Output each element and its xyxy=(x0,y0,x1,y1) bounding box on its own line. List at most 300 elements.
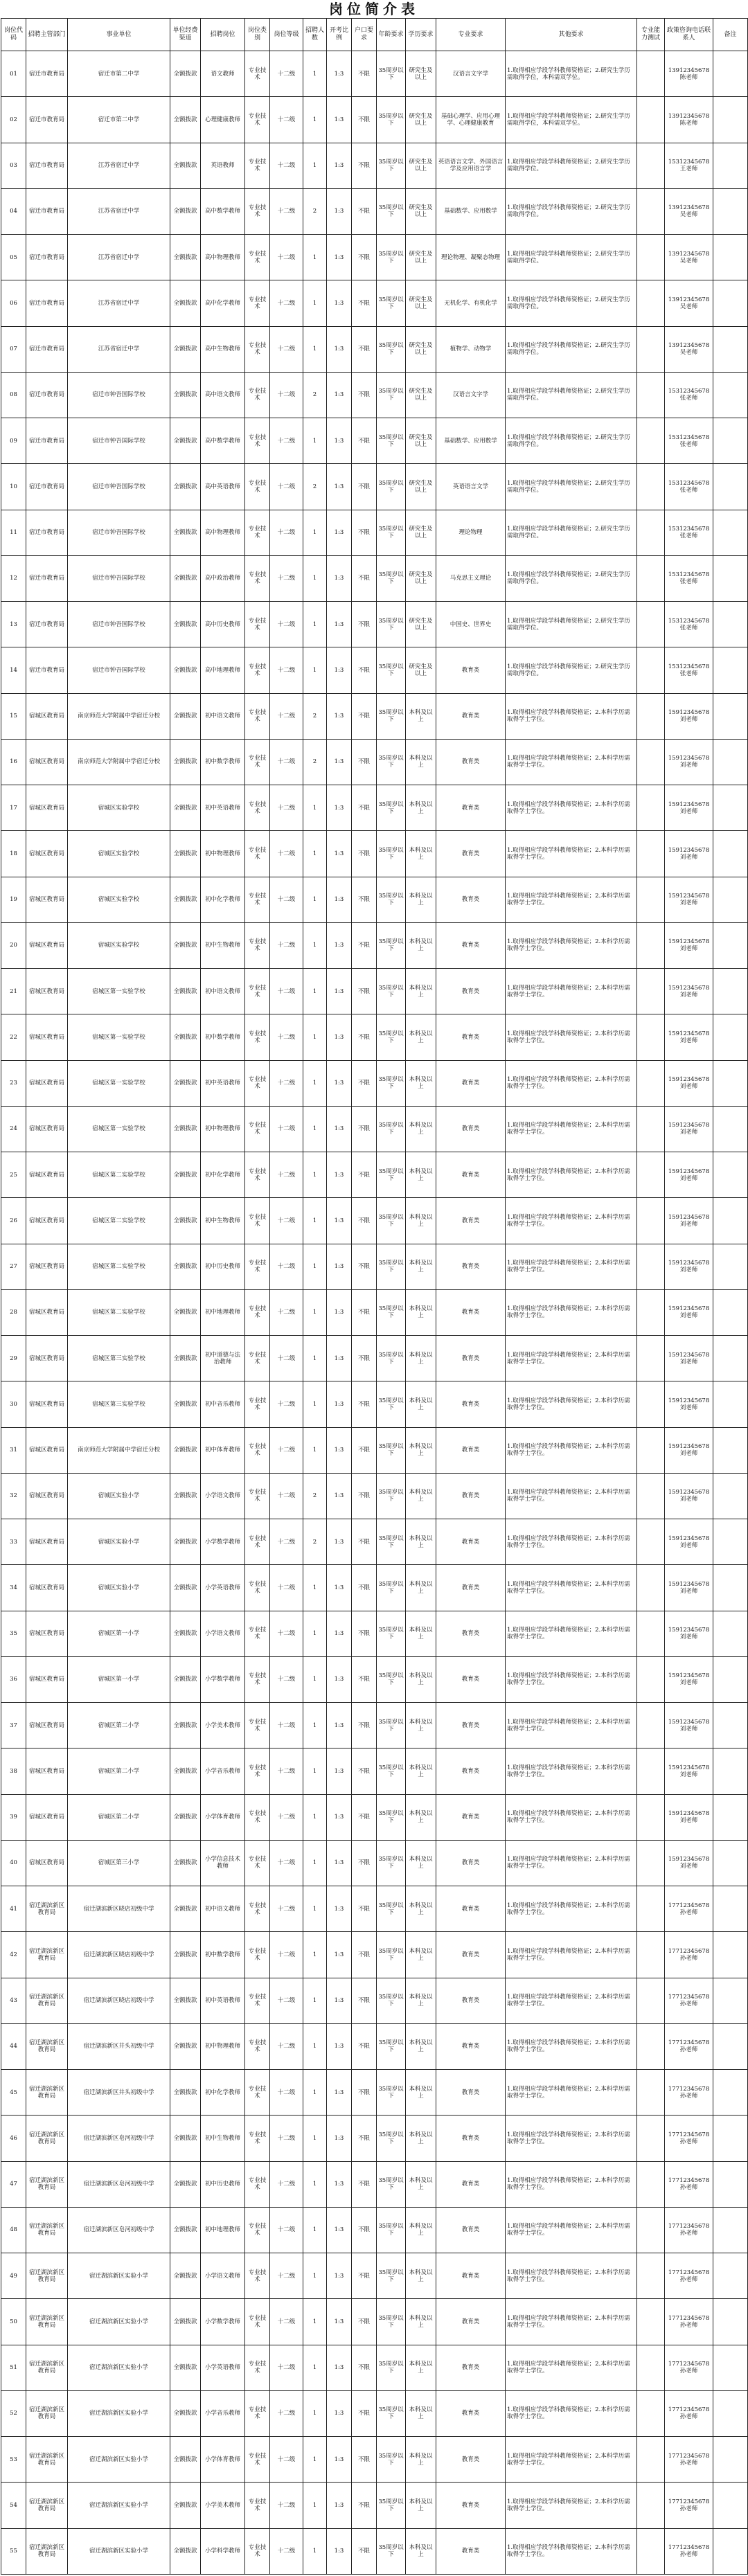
cell-major: 教育类 xyxy=(436,2483,506,2528)
cell-education: 本科及以上 xyxy=(406,1978,436,2023)
cell-other-requirements: 1.取得相应学段学科教师资格证；2.本科学历需取得学士学位。 xyxy=(506,1932,637,1978)
cell-other-requirements: 1.取得相应学段学科教师资格证；2.本科学历需取得学士学位。 xyxy=(506,1886,637,1932)
cell-count: 1 xyxy=(303,1840,327,1886)
cell-education: 本科及以上 xyxy=(406,1611,436,1656)
cell-contact: 17712345678孙老师 xyxy=(665,2437,713,2483)
table-row xyxy=(1,555,748,601)
cell-note xyxy=(713,1060,748,1106)
cell-level: 十二级 xyxy=(270,97,303,143)
cell-count: 1 xyxy=(303,1198,327,1244)
cell-unit: 宿迁湖滨新区实验小学 xyxy=(68,2253,170,2299)
cell-unit: 宿城区第一小学 xyxy=(68,1611,170,1656)
cell-category: 专业技术 xyxy=(245,1152,270,1198)
cell-category: 专业技术 xyxy=(245,2116,270,2161)
cell-hukou: 不限 xyxy=(352,1748,377,1794)
cell-major: 教育类 xyxy=(436,1703,506,1748)
cell-major: 教育类 xyxy=(436,1381,506,1427)
cell-post: 初中物理教师 xyxy=(201,1106,245,1152)
cell-education: 研究生及以上 xyxy=(406,97,436,143)
cell-hukou: 不限 xyxy=(352,97,377,143)
cell-other-requirements: 1.取得相应学段学科教师资格证；2.本科学历需取得学士学位。 xyxy=(506,1840,637,1886)
cell-contact: 15312345678张老师 xyxy=(665,418,713,464)
cell-test xyxy=(637,2116,665,2161)
cell-note xyxy=(713,97,748,143)
table-row xyxy=(1,1748,748,1794)
cell-major: 教育类 xyxy=(436,831,506,877)
cell-count: 1 xyxy=(303,969,327,1014)
cell-education: 本科及以上 xyxy=(406,1565,436,1611)
table-row xyxy=(1,1427,748,1473)
cell-ratio: 1:3 xyxy=(327,1794,352,1840)
column-header: 岗位类别 xyxy=(245,19,270,51)
cell-count: 1 xyxy=(303,555,327,601)
cell-funding: 全额拨款 xyxy=(170,1748,201,1794)
table-row xyxy=(1,510,748,555)
cell-department: 宿迁湖滨新区教育局 xyxy=(26,2253,68,2299)
cell-hukou: 不限 xyxy=(352,1656,377,1702)
cell-department: 宿城区教育局 xyxy=(26,1794,68,1840)
cell-ratio: 1:3 xyxy=(327,1565,352,1611)
table-row xyxy=(1,1565,748,1611)
cell-note xyxy=(713,2390,748,2436)
cell-post-code: 25 xyxy=(1,1152,26,1198)
cell-funding: 全额拨款 xyxy=(170,188,201,234)
cell-department: 宿城区教育局 xyxy=(26,1519,68,1565)
cell-post: 小学语文教师 xyxy=(201,1611,245,1656)
cell-post-code: 51 xyxy=(1,2345,26,2390)
cell-other-requirements: 1.取得相应学段学科教师资格证；2.本科学历需取得学士学位。 xyxy=(506,1565,637,1611)
cell-age: 35周岁以下 xyxy=(377,1106,406,1152)
cell-contact: 15312345678张老师 xyxy=(665,555,713,601)
cell-unit: 宿城区实验学校 xyxy=(68,922,170,968)
cell-post-code: 31 xyxy=(1,1427,26,1473)
cell-education: 本科及以上 xyxy=(406,922,436,968)
cell-count: 2 xyxy=(303,739,327,785)
cell-unit: 宿迁湖滨新区实验小学 xyxy=(68,2528,170,2575)
cell-unit: 宿城区第二小学 xyxy=(68,1703,170,1748)
cell-post: 语文教师 xyxy=(201,51,245,97)
cell-test xyxy=(637,2023,665,2069)
cell-note xyxy=(713,739,748,785)
table-row xyxy=(1,969,748,1014)
cell-education: 本科及以上 xyxy=(406,1886,436,1932)
cell-count: 1 xyxy=(303,2023,327,2069)
cell-major: 中国史、世界史 xyxy=(436,602,506,647)
cell-category: 专业技术 xyxy=(245,1244,270,1289)
cell-department: 宿迁市教育局 xyxy=(26,188,68,234)
cell-age: 35周岁以下 xyxy=(377,1565,406,1611)
cell-department: 宿城区教育局 xyxy=(26,1703,68,1748)
cell-unit: 宿城区第一实验学校 xyxy=(68,1106,170,1152)
cell-post-code: 16 xyxy=(1,739,26,785)
cell-ratio: 1:3 xyxy=(327,464,352,510)
cell-post: 小学体育教师 xyxy=(201,1794,245,1840)
cell-department: 宿城区教育局 xyxy=(26,1656,68,1702)
cell-age: 35周岁以下 xyxy=(377,188,406,234)
cell-education: 研究生及以上 xyxy=(406,510,436,555)
cell-ratio: 1:3 xyxy=(327,739,352,785)
cell-department: 宿城区教育局 xyxy=(26,877,68,922)
cell-contact: 17712345678孙老师 xyxy=(665,2483,713,2528)
cell-post-code: 29 xyxy=(1,1336,26,1381)
cell-note xyxy=(713,1840,748,1886)
cell-contact: 17712345678孙老师 xyxy=(665,2207,713,2253)
cell-hukou: 不限 xyxy=(352,1932,377,1978)
cell-funding: 全额拨款 xyxy=(170,1978,201,2023)
cell-post: 小学信息技术教师 xyxy=(201,1840,245,1886)
cell-education: 本科及以上 xyxy=(406,1794,436,1840)
cell-post: 小学科学教师 xyxy=(201,2528,245,2575)
header-row xyxy=(1,19,748,51)
cell-age: 35周岁以下 xyxy=(377,2207,406,2253)
cell-level: 十二级 xyxy=(270,739,303,785)
cell-post: 初中数学教师 xyxy=(201,1932,245,1978)
cell-count: 2 xyxy=(303,464,327,510)
cell-other-requirements: 1.取得相应学段学科教师资格证；2.本科学历需取得学士学位。 xyxy=(506,969,637,1014)
cell-test xyxy=(637,2437,665,2483)
cell-ratio: 1:3 xyxy=(327,693,352,739)
cell-category: 专业技术 xyxy=(245,785,270,831)
cell-test xyxy=(637,1336,665,1381)
cell-age: 35周岁以下 xyxy=(377,969,406,1014)
cell-other-requirements: 1.取得相应学段学科教师资格证；2.本科学历需取得学士学位。 xyxy=(506,2207,637,2253)
cell-contact: 17712345678孙老师 xyxy=(665,2345,713,2390)
cell-funding: 全额拨款 xyxy=(170,1289,201,1335)
cell-post: 初中体育教师 xyxy=(201,1427,245,1473)
cell-ratio: 1:3 xyxy=(327,235,352,280)
cell-age: 35周岁以下 xyxy=(377,1060,406,1106)
cell-contact: 15912345678刘老师 xyxy=(665,1748,713,1794)
cell-age: 35周岁以下 xyxy=(377,1427,406,1473)
cell-funding: 全额拨款 xyxy=(170,1565,201,1611)
cell-post-code: 03 xyxy=(1,143,26,188)
column-header: 其他要求 xyxy=(506,19,637,51)
cell-age: 35周岁以下 xyxy=(377,1519,406,1565)
cell-major: 教育类 xyxy=(436,1748,506,1794)
cell-level: 十二级 xyxy=(270,1886,303,1932)
cell-contact: 15312345678张老师 xyxy=(665,510,713,555)
cell-ratio: 1:3 xyxy=(327,97,352,143)
cell-age: 35周岁以下 xyxy=(377,280,406,326)
cell-education: 本科及以上 xyxy=(406,2528,436,2575)
cell-contact: 15312345678王老师 xyxy=(665,143,713,188)
cell-level: 十二级 xyxy=(270,1152,303,1198)
cell-level: 十二级 xyxy=(270,1381,303,1427)
cell-count: 1 xyxy=(303,602,327,647)
column-header: 招聘人数 xyxy=(303,19,327,51)
cell-education: 研究生及以上 xyxy=(406,235,436,280)
cell-age: 35周岁以下 xyxy=(377,739,406,785)
cell-category: 专业技术 xyxy=(245,1473,270,1519)
cell-education: 研究生及以上 xyxy=(406,555,436,601)
cell-department: 宿迁市教育局 xyxy=(26,555,68,601)
table-row xyxy=(1,1336,748,1381)
cell-education: 本科及以上 xyxy=(406,1244,436,1289)
cell-department: 宿迁湖滨新区教育局 xyxy=(26,2207,68,2253)
cell-category: 专业技术 xyxy=(245,1656,270,1702)
cell-post-code: 24 xyxy=(1,1106,26,1152)
cell-ratio: 1:3 xyxy=(327,1978,352,2023)
cell-category: 专业技术 xyxy=(245,1427,270,1473)
cell-hukou: 不限 xyxy=(352,2390,377,2436)
cell-contact: 17712345678孙老师 xyxy=(665,2070,713,2116)
cell-post-code: 10 xyxy=(1,464,26,510)
table-row xyxy=(1,418,748,464)
cell-funding: 全额拨款 xyxy=(170,785,201,831)
cell-ratio: 1:3 xyxy=(327,922,352,968)
table-row xyxy=(1,280,748,326)
cell-contact: 15312345678张老师 xyxy=(665,647,713,693)
cell-category: 专业技术 xyxy=(245,1886,270,1932)
cell-note xyxy=(713,372,748,418)
cell-department: 宿迁市教育局 xyxy=(26,235,68,280)
cell-education: 本科及以上 xyxy=(406,1289,436,1335)
cell-funding: 全额拨款 xyxy=(170,326,201,372)
cell-funding: 全额拨款 xyxy=(170,1427,201,1473)
cell-education: 研究生及以上 xyxy=(406,280,436,326)
cell-other-requirements: 1.取得相应学段学科教师资格证；2.本科学历需取得学士学位。 xyxy=(506,1198,637,1244)
cell-contact: 15912345678刘老师 xyxy=(665,1840,713,1886)
cell-post-code: 50 xyxy=(1,2299,26,2345)
cell-age: 35周岁以下 xyxy=(377,1886,406,1932)
cell-age: 35周岁以下 xyxy=(377,1748,406,1794)
cell-unit: 宿城区第二实验学校 xyxy=(68,1198,170,1244)
cell-post-code: 53 xyxy=(1,2437,26,2483)
cell-test xyxy=(637,969,665,1014)
cell-test xyxy=(637,1152,665,1198)
cell-other-requirements: 1.取得相应学段学科教师资格证；2.本科学历需取得学士学位。 xyxy=(506,922,637,968)
cell-hukou: 不限 xyxy=(352,1244,377,1289)
cell-hukou: 不限 xyxy=(352,2023,377,2069)
cell-post: 高中物理教师 xyxy=(201,510,245,555)
cell-post: 初中物理教师 xyxy=(201,831,245,877)
table-row xyxy=(1,51,748,97)
cell-post: 高中语文教师 xyxy=(201,372,245,418)
cell-test xyxy=(637,1794,665,1840)
cell-post-code: 46 xyxy=(1,2116,26,2161)
cell-hukou: 不限 xyxy=(352,2070,377,2116)
cell-hukou: 不限 xyxy=(352,464,377,510)
cell-major: 教育类 xyxy=(436,1060,506,1106)
cell-contact: 17712345678孙老师 xyxy=(665,2299,713,2345)
cell-age: 35周岁以下 xyxy=(377,2116,406,2161)
cell-age: 35周岁以下 xyxy=(377,326,406,372)
cell-ratio: 1:3 xyxy=(327,2207,352,2253)
cell-funding: 全额拨款 xyxy=(170,2207,201,2253)
cell-note xyxy=(713,2023,748,2069)
cell-funding: 全额拨款 xyxy=(170,510,201,555)
cell-major: 教育类 xyxy=(436,969,506,1014)
cell-test xyxy=(637,1932,665,1978)
cell-education: 本科及以上 xyxy=(406,1473,436,1519)
cell-unit: 宿迁湖滨新区晓店初级中学 xyxy=(68,1932,170,1978)
cell-department: 宿城区教育局 xyxy=(26,1611,68,1656)
cell-department: 宿迁湖滨新区教育局 xyxy=(26,1932,68,1978)
cell-category: 专业技术 xyxy=(245,969,270,1014)
cell-hukou: 不限 xyxy=(352,693,377,739)
cell-unit: 宿城区实验小学 xyxy=(68,1565,170,1611)
cell-level: 十二级 xyxy=(270,1106,303,1152)
cell-post-code: 55 xyxy=(1,2528,26,2575)
cell-contact: 15912345678刘老师 xyxy=(665,1014,713,1060)
cell-other-requirements: 1.取得相应学段学科教师资格证；2.本科学历需取得学士学位。 xyxy=(506,2161,637,2207)
cell-unit: 宿迁湖滨新区晓店初级中学 xyxy=(68,1886,170,1932)
cell-funding: 全额拨款 xyxy=(170,2253,201,2299)
cell-major: 教育类 xyxy=(436,1336,506,1381)
cell-funding: 全额拨款 xyxy=(170,555,201,601)
table-row xyxy=(1,647,748,693)
cell-education: 本科及以上 xyxy=(406,1932,436,1978)
cell-ratio: 1:3 xyxy=(327,280,352,326)
cell-category: 专业技术 xyxy=(245,280,270,326)
cell-ratio: 1:3 xyxy=(327,555,352,601)
cell-note xyxy=(713,1198,748,1244)
cell-category: 专业技术 xyxy=(245,188,270,234)
cell-ratio: 1:3 xyxy=(327,2299,352,2345)
cell-count: 2 xyxy=(303,372,327,418)
cell-level: 十二级 xyxy=(270,2070,303,2116)
cell-post: 小学英语教师 xyxy=(201,1565,245,1611)
cell-department: 宿城区教育局 xyxy=(26,1381,68,1427)
cell-ratio: 1:3 xyxy=(327,51,352,97)
cell-other-requirements: 1.取得相应学段学科教师资格证；2.本科学历需取得学士学位。 xyxy=(506,1473,637,1519)
cell-contact: 15312345678张老师 xyxy=(665,372,713,418)
cell-category: 专业技术 xyxy=(245,877,270,922)
cell-post: 小学美术教师 xyxy=(201,1703,245,1748)
cell-count: 1 xyxy=(303,1748,327,1794)
cell-age: 35周岁以下 xyxy=(377,831,406,877)
table-row xyxy=(1,1198,748,1244)
cell-post-code: 12 xyxy=(1,555,26,601)
cell-count: 1 xyxy=(303,1703,327,1748)
cell-test xyxy=(637,1244,665,1289)
cell-major: 教育类 xyxy=(436,1794,506,1840)
cell-test xyxy=(637,739,665,785)
table-row xyxy=(1,1840,748,1886)
cell-post: 初中英语教师 xyxy=(201,785,245,831)
cell-other-requirements: 1.取得相应学段学科教师资格证；2.本科学历需取得学士学位。 xyxy=(506,1060,637,1106)
column-header: 开考比例 xyxy=(327,19,352,51)
cell-department: 宿迁市教育局 xyxy=(26,326,68,372)
cell-note xyxy=(713,2299,748,2345)
cell-department: 宿城区教育局 xyxy=(26,1748,68,1794)
cell-test xyxy=(637,1106,665,1152)
cell-contact: 15912345678刘老师 xyxy=(665,1473,713,1519)
cell-test xyxy=(637,1656,665,1702)
cell-education: 本科及以上 xyxy=(406,1106,436,1152)
cell-count: 1 xyxy=(303,1014,327,1060)
cell-post: 高中政治教师 xyxy=(201,555,245,601)
cell-ratio: 1:3 xyxy=(327,1106,352,1152)
cell-hukou: 不限 xyxy=(352,1978,377,2023)
cell-department: 宿迁湖滨新区教育局 xyxy=(26,2528,68,2575)
cell-contact: 17712345678孙老师 xyxy=(665,1932,713,1978)
cell-other-requirements: 1.取得相应学段学科教师资格证；2.本科学历需取得学士学位。 xyxy=(506,2528,637,2575)
cell-post-code: 26 xyxy=(1,1198,26,1244)
cell-post-code: 35 xyxy=(1,1611,26,1656)
cell-department: 宿城区教育局 xyxy=(26,1014,68,1060)
cell-ratio: 1:3 xyxy=(327,1886,352,1932)
cell-count: 1 xyxy=(303,1794,327,1840)
cell-other-requirements: 1.取得相应学段学科教师资格证；2.本科学历需取得学士学位。 xyxy=(506,1427,637,1473)
cell-other-requirements: 1.取得相应学段学科教师资格证；2.本科学历需取得学士学位。 xyxy=(506,2390,637,2436)
cell-major: 教育类 xyxy=(436,1656,506,1702)
cell-education: 本科及以上 xyxy=(406,1060,436,1106)
cell-contact: 15912345678刘老师 xyxy=(665,1244,713,1289)
cell-note xyxy=(713,1519,748,1565)
cell-age: 35周岁以下 xyxy=(377,693,406,739)
cell-hukou: 不限 xyxy=(352,372,377,418)
cell-level: 十二级 xyxy=(270,2483,303,2528)
cell-age: 35周岁以下 xyxy=(377,418,406,464)
cell-unit: 宿城区第三小学 xyxy=(68,1840,170,1886)
cell-ratio: 1:3 xyxy=(327,785,352,831)
cell-education: 研究生及以上 xyxy=(406,188,436,234)
cell-level: 十二级 xyxy=(270,2299,303,2345)
cell-note xyxy=(713,1932,748,1978)
cell-other-requirements: 1.取得相应学段学科教师资格证；2.本科学历需取得学士学位。 xyxy=(506,1244,637,1289)
cell-department: 宿城区教育局 xyxy=(26,1565,68,1611)
cell-other-requirements: 1.取得相应学段学科教师资格证；2.研究生学历需取得学位。 xyxy=(506,555,637,601)
cell-level: 十二级 xyxy=(270,1244,303,1289)
cell-education: 研究生及以上 xyxy=(406,372,436,418)
cell-funding: 全额拨款 xyxy=(170,831,201,877)
cell-post-code: 45 xyxy=(1,2070,26,2116)
cell-post: 心理健康教师 xyxy=(201,97,245,143)
cell-level: 十二级 xyxy=(270,1289,303,1335)
cell-ratio: 1:3 xyxy=(327,2437,352,2483)
cell-education: 本科及以上 xyxy=(406,1014,436,1060)
cell-major: 教育类 xyxy=(436,1244,506,1289)
cell-count: 1 xyxy=(303,1656,327,1702)
table-row xyxy=(1,1611,748,1656)
cell-category: 专业技术 xyxy=(245,555,270,601)
cell-count: 1 xyxy=(303,1060,327,1106)
cell-hukou: 不限 xyxy=(352,2207,377,2253)
cell-contact: 15912345678刘老师 xyxy=(665,1198,713,1244)
table-row xyxy=(1,2345,748,2390)
cell-post-code: 38 xyxy=(1,1748,26,1794)
cell-count: 1 xyxy=(303,51,327,97)
cell-note xyxy=(713,1289,748,1335)
cell-count: 1 xyxy=(303,647,327,693)
cell-post-code: 21 xyxy=(1,969,26,1014)
cell-department: 宿迁湖滨新区教育局 xyxy=(26,2161,68,2207)
cell-category: 专业技术 xyxy=(245,739,270,785)
cell-ratio: 1:3 xyxy=(327,1427,352,1473)
cell-level: 十二级 xyxy=(270,51,303,97)
cell-unit: 南京师范大学附属中学宿迁分校 xyxy=(68,739,170,785)
cell-funding: 全额拨款 xyxy=(170,1014,201,1060)
cell-category: 专业技术 xyxy=(245,2483,270,2528)
cell-test xyxy=(637,555,665,601)
cell-major: 教育类 xyxy=(436,1611,506,1656)
cell-other-requirements: 1.取得相应学段学科教师资格证；2.本科学历需取得学士学位。 xyxy=(506,1519,637,1565)
cell-funding: 全额拨款 xyxy=(170,143,201,188)
cell-post: 初中历史教师 xyxy=(201,1244,245,1289)
cell-funding: 全额拨款 xyxy=(170,418,201,464)
cell-hukou: 不限 xyxy=(352,831,377,877)
cell-unit: 宿城区第二实验学校 xyxy=(68,1152,170,1198)
cell-hukou: 不限 xyxy=(352,1703,377,1748)
table-row xyxy=(1,2483,748,2528)
column-header: 专业要求 xyxy=(436,19,506,51)
cell-level: 十二级 xyxy=(270,1427,303,1473)
cell-unit: 宿城区第一实验学校 xyxy=(68,969,170,1014)
cell-other-requirements: 1.取得相应学段学科教师资格证；2.研究生学历需取得学位。 xyxy=(506,602,637,647)
cell-ratio: 1:3 xyxy=(327,372,352,418)
cell-education: 本科及以上 xyxy=(406,785,436,831)
